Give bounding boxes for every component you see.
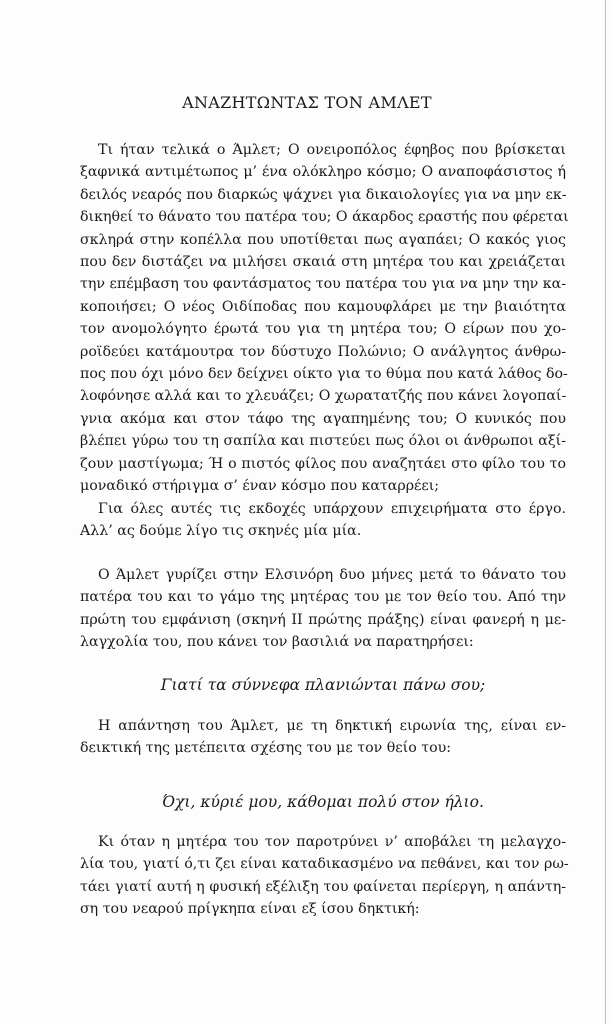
text-line: δικηθεί το θάνατο του πατέρα του; Ο άκαρδος εραστής που φέρεται [80,209,569,226]
text-line: Ο Άμλετ γυρίζει στην Ελσινόρη δυο μήνες μετά το θάνατο του [98,567,566,583]
text-line: πατέρα του και το γάμο της μητέρας του με τον θείο του. Από την [80,589,566,606]
text-line: ση του νεαρού πρίγκηπα είναι εξ ίσου δηκτική: [80,901,420,918]
text-line: Κι όταν η μητέρα του τον παροτρύνει ν’ αποβάλει τη μελαγχο- [98,834,566,850]
paragraph-questions [80,139,569,498]
quote-king: Γιατί τα σύννεφα πλανιώνται πάνω σου; [160,676,486,694]
text-line: πρώτη του εμφάνιση (σκηνή ΙΙ πρώτης πράξης) είναι φανερή η με- [80,611,566,628]
text-line: Η απάντηση του Άμλετ, με τη δηκτική ειρωνία της, είναι εν- [98,718,566,734]
text-line: τον ανομολόγητο έρωτά του για τη μητέρα του; Ο είρων που χο- [80,321,566,338]
paragraph-intro [80,498,566,543]
text-line: ζουν μαστίγωμα; Ή ο πιστός φίλος που αναζητάει στο φίλο του το [80,455,566,472]
text-line: που δεν διστάζει να μιλήσει σκαιά στη μητέρα του και χρειάζεται [80,254,566,271]
quote-hamlet: Όχι, κύριέ μου, κάθομαι πολύ στον ήλιο. [162,793,484,811]
text-line: βλέπει γύρω του τη σαπίλα και πιστεύει πως όλοι οι άνθρωποι αξί- [80,433,566,450]
text-line: Τι ήταν τελικά ο Άμλετ; Ο ονειροπόλος έφηβος που βρίσκεται [98,142,566,158]
paragraph-answer [80,715,566,760]
text-line: λία του, γιατί ό,τι ζει είναι καταδικασμένο να πεθάνει, και τον ρω- [80,856,569,873]
text-line: πος που όχι μόνο δεν δείχνει οίκτο για το θύμα που κατά λάθος δο- [80,366,568,383]
text-line: λαγχολία του, που κάνει τον βασιλιά να παρατηρήσει: [80,634,474,651]
page-edge-line [605,0,606,1024]
text-line: Για όλες αυτές τις εκδοχές υπάρχουν επιχειρήματα στο έργο. [98,501,566,517]
text-line: λοφόνησε αλλά και το χλευάζει; Ο χωρατατζής που κάνει λογοπαί- [80,388,567,405]
text-line: κοποιήσει; Ο νέος Οιδίποδας που καμουφλάρει με την βιαιότητα [80,298,566,315]
text-line: δειλός νεαρός που διαρκώς ψάχνει για δικαιολογίες για να μην εκ- [80,186,567,203]
text-line: δεικτική της μετέπειτα σχέσης του με τον θείο του: [80,740,452,757]
text-line: γνια ακόμα και στον τάφο της αγαπημένης του; Ο κυνικός που [80,410,566,427]
text-line: τάει γιατί αυτή η φυσική εξέλιξη του φαίνεται περίεργη, η απάντη- [80,878,566,895]
text-line: ροϊδεύει κατάμουτρα τον δύστυχο Πολώνιο; Ο ανάλγητος άνθρω- [80,343,566,360]
text-line: την επέμβαση του φαντάσματος του πατέρα του για να μην την κα- [80,276,566,293]
chapter-title: ΑΝΑΖΗΤΩΝΤΑΣ ΤΟΝ ΑΜΛΕΤ [182,93,432,112]
paragraph-mother [80,831,569,921]
text-line: Αλλ’ ας δούμε λίγο τις σκηνές μία μία. [80,523,362,540]
text-line: σκληρά στην κοπέλλα που υποτίθεται πως αγαπάει; Ο κακός γιος [80,231,566,248]
text-line: ξαφνικά αντιμέτωπος μ’ ένα ολόκληρο κόσμο; Ο αναποφάσιστος ή [80,164,566,181]
text-line: μοναδικό στήριγμα σ’ έναν κόσμο που καταρρέει; [80,478,440,495]
paragraph-return [80,564,566,654]
